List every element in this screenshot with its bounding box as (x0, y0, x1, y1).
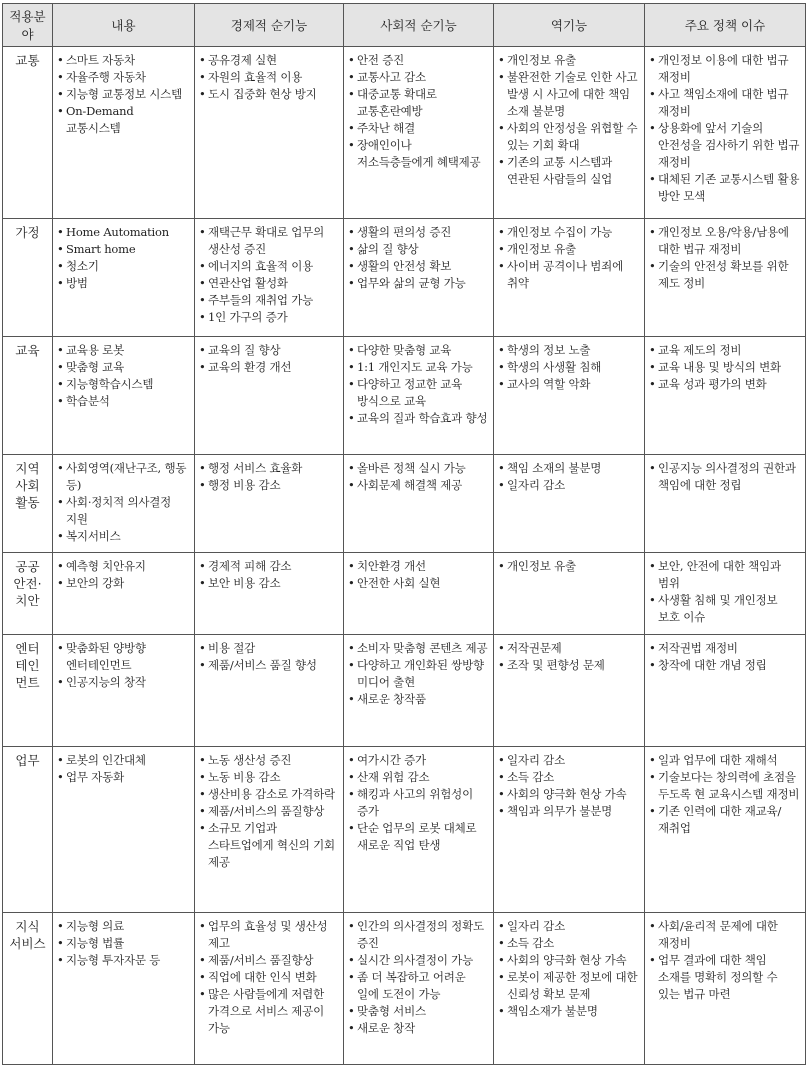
social-list (348, 640, 489, 708)
content-list (57, 640, 190, 691)
list-item: • 새로운 창작품 (348, 691, 489, 708)
list-item: • 지능형 투자자문 등 (57, 952, 190, 969)
application-field-cell (3, 455, 53, 553)
list-item: • 교육 성과 평가의 변화 (649, 376, 801, 393)
economic-cell (195, 219, 344, 337)
list-item: • 창작에 대한 개념 정립 (649, 657, 801, 674)
policy-cell (645, 455, 806, 553)
list-item: • 기존 인력에 대한 재교육/재취업 (649, 803, 801, 837)
list-item: • 행정 비용 감소 (199, 477, 339, 494)
list-item: • 일자리 감소 (498, 477, 640, 494)
adverse-list (498, 224, 640, 292)
content-list (57, 460, 190, 545)
list-item: • 제품/서비스 품질향상 (199, 952, 339, 969)
list-item: • 로봇의 인간대체 (57, 752, 190, 769)
list-item: • 올바른 정책 실시 가능 (348, 460, 489, 477)
economic-cell (195, 455, 344, 553)
adverse-list (498, 52, 640, 188)
list-item: • 방범 (57, 275, 190, 292)
table-body (3, 47, 806, 1065)
social-list (348, 752, 489, 854)
list-item: • 사회·정치적 의사결정 지원 (57, 494, 190, 528)
list-item: • 스마트 자동차 (57, 52, 190, 69)
list-item: • 업무 자동화 (57, 769, 190, 786)
list-item: • Home Automation (57, 224, 190, 241)
application-field-cell (3, 337, 53, 455)
content-cell (53, 553, 195, 635)
social-cell (344, 47, 494, 219)
application-field-label: 공공 안전· 치안 (13, 559, 42, 608)
content-list (57, 752, 190, 786)
content-cell (53, 219, 195, 337)
list-item: • 불완전한 기술로 인한 사고 발생 시 사고에 대한 책임 소재 불분명 (498, 69, 640, 120)
economic-list (199, 224, 339, 326)
list-item: • 사회의 양극화 현상 가속 (498, 952, 640, 969)
list-item: • 일자리 감소 (498, 918, 640, 935)
list-item: • 사고 책임소재에 대한 법규 재정비 (649, 86, 801, 120)
list-item: • 새로운 창작 (348, 1020, 489, 1037)
social-cell (344, 553, 494, 635)
list-item: • 책임소재가 불분명 (498, 1003, 640, 1020)
list-item: • 개인정보 유출 (498, 241, 640, 258)
list-item: • 사회영역(재난구조, 행동 등) (57, 460, 190, 494)
list-item: • 1:1 개인지도 교육 가능 (348, 359, 489, 376)
list-item: • 연관산업 활성화 (199, 275, 339, 292)
list-item: • 에너지의 효율적 이용 (199, 258, 339, 275)
policy-list (649, 224, 801, 292)
economic-list (199, 460, 339, 494)
adverse-cell (494, 337, 645, 455)
list-item: • 교육용 로봇 (57, 342, 190, 359)
list-item: • 안전 증진 (348, 52, 489, 69)
social-cell (344, 635, 494, 747)
application-field-label: 엔터 테인 먼트 (15, 641, 40, 690)
social-cell (344, 913, 494, 1065)
content-list (57, 558, 190, 592)
list-item: • 지능형 교통정보 시스템 (57, 86, 190, 103)
list-item: • 제품/서비스의 품질향상 (199, 803, 339, 820)
list-item: • 다양하고 개인화된 쌍방향 미디어 출현 (348, 657, 489, 691)
list-item: • 책임과 의무가 불분명 (498, 803, 640, 820)
list-item: • 보안, 안전에 대한 책임과 범위 (649, 558, 801, 592)
economic-list (199, 558, 339, 592)
adverse-list (498, 558, 640, 575)
list-item: • 재택근무 확대로 업무의 생산성 증진 (199, 224, 339, 258)
table-row (3, 635, 806, 747)
list-item: • 사회문제 해결책 제공 (348, 477, 489, 494)
list-item: • 생산비용 감소로 가격하락 (199, 786, 339, 803)
list-item: • 업무와 삶의 균형 가능 (348, 275, 489, 292)
table-row (3, 747, 806, 913)
list-item: • 기술보다는 창의력에 초점을 두도록 현 교육시스템 재정비 (649, 769, 801, 803)
application-field-cell (3, 47, 53, 219)
economic-list (199, 752, 339, 871)
list-item: • 제품/서비스 품질 향성 (199, 657, 339, 674)
list-item: • 사회의 양극화 현상 가속 (498, 786, 640, 803)
policy-cell (645, 635, 806, 747)
header-field: 적용분야 (3, 4, 53, 47)
list-item: • 책임 소재의 불분명 (498, 460, 640, 477)
list-item: • 자원의 효율적 이용 (199, 69, 339, 86)
list-item: • 소득 감소 (498, 769, 640, 786)
policy-cell (645, 913, 806, 1065)
adverse-cell (494, 747, 645, 913)
adverse-list (498, 752, 640, 820)
social-list (348, 342, 489, 427)
economic-list (199, 918, 339, 1037)
application-field-label: 업무 (15, 753, 40, 768)
list-item: • 보안 비용 감소 (199, 575, 339, 592)
list-item: • 복지서비스 (57, 528, 190, 545)
list-item: • 기존의 교통 시스템과 연관된 사람들의 실업 (498, 154, 640, 188)
list-item: • 맞춤형 서비스 (348, 1003, 489, 1020)
policy-list (649, 460, 801, 494)
list-item: • 소규모 기업과 스타트업에게 혁신의 기회 제공 (199, 820, 339, 871)
header-content: 내용 (53, 4, 195, 47)
list-item: • 교육의 질 향상 (199, 342, 339, 359)
policy-list (649, 752, 801, 837)
social-list (348, 558, 489, 592)
adverse-cell (494, 913, 645, 1065)
list-item: • 지능형 법률 (57, 935, 190, 952)
list-item: • On-Demand 교통시스템 (57, 103, 190, 137)
list-item: • 사이버 공격이나 범죄에 취약 (498, 258, 640, 292)
adverse-cell (494, 455, 645, 553)
table-row (3, 47, 806, 219)
list-item: • 교육의 질과 학습효과 향성 (348, 410, 489, 427)
content-list (57, 52, 190, 137)
social-cell (344, 219, 494, 337)
table-row (3, 455, 806, 553)
list-item: • 개인정보 유출 (498, 558, 640, 575)
social-cell (344, 455, 494, 553)
social-list (348, 52, 489, 171)
list-item: • 장애인이나 저소득층들에게 혜택제공 (348, 137, 489, 171)
economic-cell (195, 337, 344, 455)
list-item: • 다양하고 정교한 교육 방식으로 교육 (348, 376, 489, 410)
list-item: • 많은 사람들에게 저렴한 가격으로 서비스 제공이 가능 (199, 986, 339, 1037)
content-cell (53, 913, 195, 1065)
policy-list (649, 640, 801, 674)
social-list (348, 224, 489, 292)
list-item: • 산재 위험 감소 (348, 769, 489, 786)
list-item: • 대중교통 확대로 교통혼란예방 (348, 86, 489, 120)
list-item: • 노동 생산성 증진 (199, 752, 339, 769)
adverse-list (498, 460, 640, 494)
policy-list (649, 342, 801, 393)
economic-cell (195, 913, 344, 1065)
list-item: • 치안환경 개선 (348, 558, 489, 575)
adverse-list (498, 342, 640, 393)
application-field-label: 가정 (15, 225, 40, 240)
list-item: • 실시간 의사결정이 가능 (348, 952, 489, 969)
adverse-list (498, 640, 640, 674)
economic-cell (195, 47, 344, 219)
list-item: • Smart home (57, 241, 190, 258)
list-item: • 공유경제 실현 (199, 52, 339, 69)
list-item: • 사회의 안정성을 위협할 수 있는 기회 확대 (498, 120, 640, 154)
list-item: • 개인정보 수집이 가능 (498, 224, 640, 241)
list-item: • 안전한 사회 실현 (348, 575, 489, 592)
economic-list (199, 342, 339, 376)
table-row (3, 219, 806, 337)
table-row (3, 337, 806, 455)
list-item: • 1인 가구의 증가 (199, 309, 339, 326)
list-item: • 보안의 강화 (57, 575, 190, 592)
table-row (3, 553, 806, 635)
content-cell (53, 455, 195, 553)
application-field-label: 지식 서비스 (9, 919, 46, 951)
application-field-label: 교육 (15, 343, 40, 358)
adverse-cell (494, 47, 645, 219)
list-item: • 소비자 맞춤형 콘텐츠 제공 (348, 640, 489, 657)
list-item: • 생활의 편의성 증진 (348, 224, 489, 241)
list-item: • 업무의 효율성 및 생산성 제고 (199, 918, 339, 952)
list-item: • 행정 서비스 효율화 (199, 460, 339, 477)
list-item: • 인간의 의사결정의 정확도 증진 (348, 918, 489, 952)
adverse-list (498, 918, 640, 1020)
application-field-label: 교통 (15, 53, 40, 68)
list-item: • 도시 집중화 현상 방지 (199, 86, 339, 103)
list-item: • 교통사고 감소 (348, 69, 489, 86)
list-item: • 학생의 사생활 침해 (498, 359, 640, 376)
application-field-cell (3, 635, 53, 747)
list-item: • 예측형 치안유지 (57, 558, 190, 575)
list-item: • 좀 더 복잡하고 어려운 일에 도전이 가능 (348, 969, 489, 1003)
policy-cell (645, 337, 806, 455)
list-item: • 지능형 의료 (57, 918, 190, 935)
list-item: • 로봇이 제공한 정보에 대한 신뢰성 확보 문제 (498, 969, 640, 1003)
content-list (57, 342, 190, 410)
list-item: • 주부들의 재취업 가능 (199, 292, 339, 309)
list-item: • 사생활 침해 및 개인정보 보호 이슈 (649, 592, 801, 626)
economic-cell (195, 553, 344, 635)
list-item: • 여가시간 증가 (348, 752, 489, 769)
list-item: • 개인정보 오용/악용/남용에 대한 법규 재정비 (649, 224, 801, 258)
economic-list (199, 52, 339, 103)
list-item: • 인공지능의 창작 (57, 674, 190, 691)
header-adverse: 역기능 (494, 4, 645, 47)
list-item: • 지능형학습시스템 (57, 376, 190, 393)
content-cell (53, 337, 195, 455)
list-item: • 소득 감소 (498, 935, 640, 952)
list-item: • 상용화에 앞서 기술의 안전성을 검사하기 위한 법규 재정비 (649, 120, 801, 171)
list-item: • 학습분석 (57, 393, 190, 410)
header-social: 사회적 순기능 (344, 4, 494, 47)
social-list (348, 460, 489, 494)
list-item: • 직업에 대한 인식 변화 (199, 969, 339, 986)
list-item: • 저작권법 재정비 (649, 640, 801, 657)
list-item: • 교육 내용 및 방식의 변화 (649, 359, 801, 376)
list-item: • 청소기 (57, 258, 190, 275)
list-item: • 해킹과 사고의 위험성이 증가 (348, 786, 489, 820)
application-field-label: 지역 사회 활동 (15, 461, 40, 510)
list-item: • 생활의 안전성 확보 (348, 258, 489, 275)
economic-list (199, 640, 339, 674)
list-item: • 맞춤형 교육 (57, 359, 190, 376)
header-policy: 주요 정책 이슈 (645, 4, 806, 47)
social-cell (344, 337, 494, 455)
list-item: • 노동 비용 감소 (199, 769, 339, 786)
policy-list (649, 558, 801, 626)
policy-cell (645, 47, 806, 219)
list-item: • 조작 및 편향성 문제 (498, 657, 640, 674)
social-cell (344, 747, 494, 913)
list-item: • 다양한 맞춤형 교육 (348, 342, 489, 359)
content-list (57, 918, 190, 969)
content-cell (53, 747, 195, 913)
list-item: • 맞춤화된 양방향 엔터테인먼트 (57, 640, 190, 674)
content-cell (53, 635, 195, 747)
adverse-cell (494, 219, 645, 337)
list-item: • 일자리 감소 (498, 752, 640, 769)
list-item: • 교육의 환경 개선 (199, 359, 339, 376)
list-item: • 인공지능 의사결정의 권한과 책임에 대한 정립 (649, 460, 801, 494)
list-item: • 개인정보 유출 (498, 52, 640, 69)
adverse-cell (494, 553, 645, 635)
policy-cell (645, 553, 806, 635)
policy-cell (645, 219, 806, 337)
list-item: • 교사의 역할 악화 (498, 376, 640, 393)
list-item: • 일과 업무에 대한 재해석 (649, 752, 801, 769)
list-item: • 대체된 기존 교통시스템 활용 방안 모색 (649, 171, 801, 205)
list-item: • 단순 업무의 로봇 대체로 새로운 직업 탄생 (348, 820, 489, 854)
table-row (3, 913, 806, 1065)
social-list (348, 918, 489, 1037)
ai-policy-table (2, 3, 806, 1065)
header-economic: 경제적 순기능 (195, 4, 344, 47)
economic-cell (195, 747, 344, 913)
list-item: • 업무 결과에 대한 책임 소재를 명확히 정의할 수 있는 법규 마련 (649, 952, 801, 1003)
list-item: • 자율주행 자동차 (57, 69, 190, 86)
policy-cell (645, 747, 806, 913)
application-field-cell (3, 553, 53, 635)
list-item: • 기술의 안전성 확보를 위한 제도 정비 (649, 258, 801, 292)
policy-list (649, 52, 801, 205)
application-field-cell (3, 747, 53, 913)
list-item: • 삶의 질 향상 (348, 241, 489, 258)
adverse-cell (494, 635, 645, 747)
list-item: • 경제적 피해 감소 (199, 558, 339, 575)
application-field-cell (3, 219, 53, 337)
economic-cell (195, 635, 344, 747)
list-item: • 주차난 해결 (348, 120, 489, 137)
content-list (57, 224, 190, 292)
application-field-cell (3, 913, 53, 1065)
header-row (3, 4, 806, 47)
list-item: • 저작권문제 (498, 640, 640, 657)
list-item: • 비용 절감 (199, 640, 339, 657)
policy-list (649, 918, 801, 1003)
list-item: • 학생의 정보 노출 (498, 342, 640, 359)
content-cell (53, 47, 195, 219)
list-item: • 교육 제도의 정비 (649, 342, 801, 359)
list-item: • 개인정보 이용에 대한 법규 재정비 (649, 52, 801, 86)
list-item: • 사회/윤리적 문제에 대한 재정비 (649, 918, 801, 952)
